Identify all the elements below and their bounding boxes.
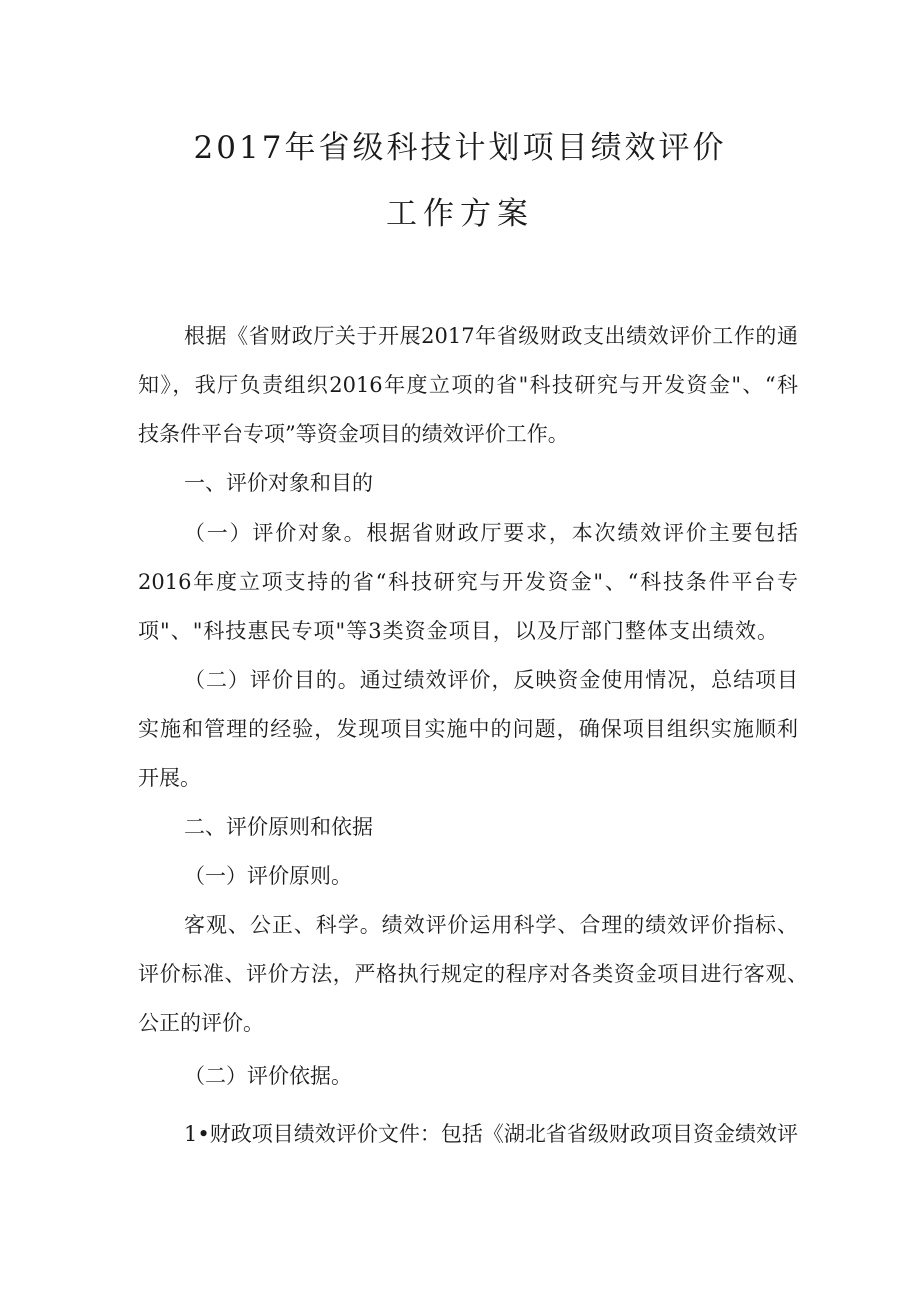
- body-line: 开展。: [138, 766, 201, 790]
- body-line: 2016年度立项支持的省“科技研究与开发资金"、“科技条件平台专: [138, 570, 798, 594]
- body-line: （一）评价对象。根据省财政厅要求，本次绩效评价主要包括: [184, 521, 798, 545]
- body-line: 公正的评价。: [138, 1011, 264, 1035]
- body-line: 知》，我厅负责组织2016年度立项的省"科技研究与开发资金"、“科: [138, 373, 798, 397]
- body-line: 技条件平台专项”等资金项目的绩效评价工作。: [138, 422, 569, 446]
- document-title-line-2: 工作方案: [386, 196, 534, 232]
- subsection-heading: （一）评价原则。: [184, 864, 352, 888]
- body-line: 1•财政项目绩效评价文件：包括《湖北省省级财政项目资金绩效评: [184, 1122, 798, 1146]
- document-title-line-1: 2017年省级科技计划项目绩效评价: [193, 130, 727, 166]
- subsection-heading: （二）评价依据。: [184, 1064, 352, 1088]
- body-line: （二）评价目的。通过绩效评价，反映资金使用情况，总结项目: [184, 668, 798, 692]
- body-line: 项"、"科技惠民专项"等3类资金项目，以及厅部门整体支出绩效。: [138, 619, 778, 643]
- body-line: 根据《省财政厅关于开展2017年省级财政支出绩效评价工作的通: [184, 324, 798, 348]
- body-line: 客观、公正、科学。绩效评价运用科学、合理的绩效评价指标、: [184, 913, 798, 937]
- section-heading: 二、评价原则和依据: [184, 815, 373, 839]
- body-line: 评价标准、评价方法，严格执行规定的程序对各类资金项目进行客观、: [138, 962, 808, 986]
- section-heading: 一、评价对象和目的: [184, 471, 373, 495]
- body-line: 实施和管理的经验，发现项目实施中的问题，确保项目组织实施顺利: [138, 717, 798, 741]
